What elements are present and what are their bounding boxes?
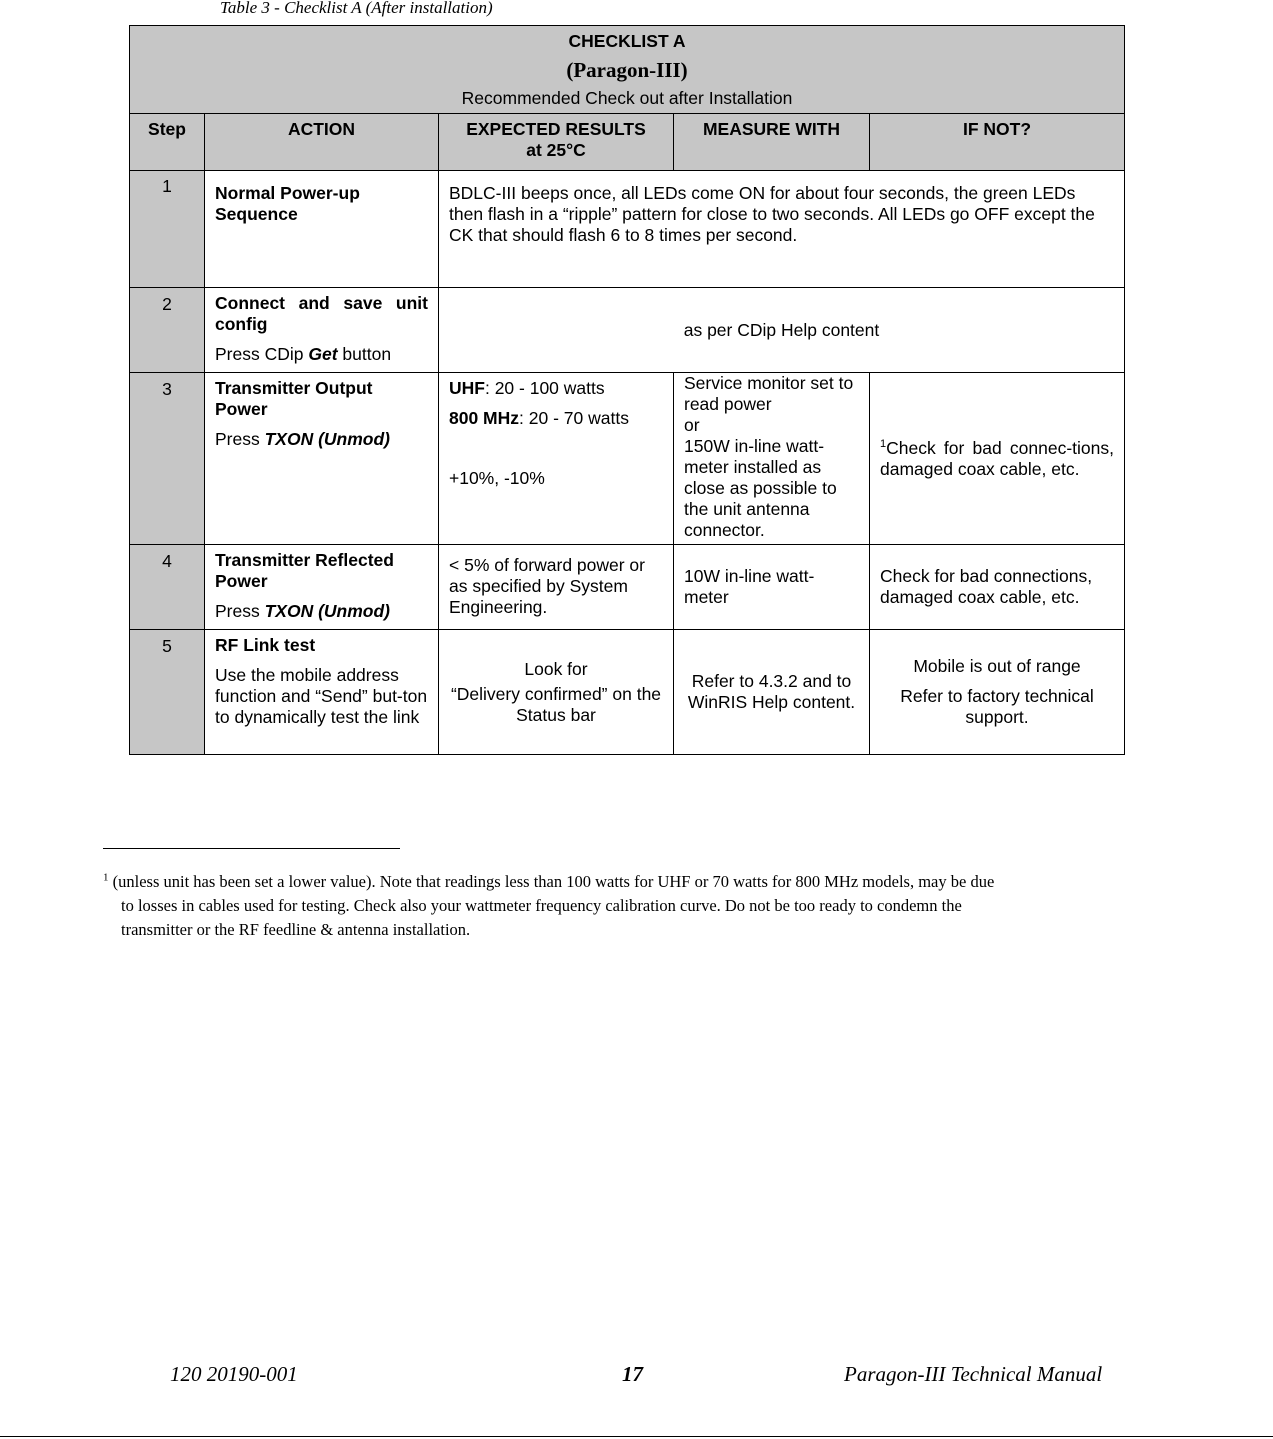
page-bottom-rule <box>0 1436 1273 1437</box>
table-title: CHECKLIST A <box>568 31 686 51</box>
action-title: Transmitter Reflected Power <box>215 550 394 591</box>
footnote-text: (unless unit has been set a lower value). Note that readings less than 100 watts for UHF or 70 watts for 800 MHz models, may be due <box>108 872 995 891</box>
footer-page-number: 17 <box>622 1362 643 1386</box>
action-suffix: button <box>337 344 392 364</box>
action-key: TXON (Unmod) <box>264 429 391 449</box>
action-title: RF Link test <box>215 635 316 655</box>
action-instruction: Use the mobile address function and “Send” but-ton to dynamically test the link <box>215 665 428 727</box>
result-cell <box>439 630 674 755</box>
ifnot-cell <box>870 373 1125 545</box>
header-expected-line2: at 25°C <box>526 140 586 160</box>
measure-cell <box>674 630 870 755</box>
measure-text: Service monitor set to read power or 150W in-line watt-meter installed as close as possible to the unit antenna connector. <box>684 373 854 540</box>
table-row <box>130 288 1125 373</box>
step-number: 3 <box>130 373 205 545</box>
action-cell <box>205 373 439 545</box>
footnote-line3: transmitter or the RF feedline & antenna installation. <box>121 920 471 939</box>
footer-manual-title: Paragon-III Technical Manual <box>844 1362 1103 1386</box>
action-instruction <box>215 344 428 365</box>
measure-cell <box>674 373 870 545</box>
ifnot-cell <box>870 630 1125 755</box>
checklist-table <box>129 25 1125 755</box>
action-instruction <box>215 429 428 450</box>
footnote-line2: to losses in cables used for testing. Check also your wattmeter frequency calibration curve. Do not be too ready to condemn the <box>121 896 962 915</box>
ifnot-text <box>880 438 1114 480</box>
table-header-row <box>130 114 1125 171</box>
result-text: BDLC-III beeps once, all LEDs come ON for about four seconds, the green LEDs then flash in a “ripple” pattern for close to two seconds. All LEDs go OFF except the CK that should flash 6 to 8 times per second. <box>449 183 1095 245</box>
action-cell <box>205 288 439 373</box>
footnote-marker: 1 <box>103 871 109 884</box>
result-text: < 5% of forward power or as specified by System Engineering. <box>449 555 645 617</box>
action-prefix: Press CDip <box>215 344 309 364</box>
uhf-label: UHF <box>449 378 485 398</box>
header-expected-line1: EXPECTED RESULTS <box>466 119 646 139</box>
action-instruction <box>215 601 428 622</box>
mhz-label: 800 MHz <box>449 408 520 428</box>
measure-text: Refer to 4.3.2 and to WinRIS Help content. <box>687 671 856 712</box>
header-action: ACTION <box>205 114 439 171</box>
table-row <box>130 171 1125 288</box>
ifnot-body: Check for bad connec-tions, damaged coax cable, etc. <box>880 437 1115 479</box>
action-prefix: Press <box>215 429 265 449</box>
step-number: 5 <box>130 630 205 755</box>
footnote <box>103 870 1133 942</box>
uhf-value: : 20 - 100 watts <box>484 378 605 398</box>
action-cell <box>205 630 439 755</box>
table-row <box>130 545 1125 630</box>
result-cell <box>439 171 1125 288</box>
measure-cell <box>674 545 870 630</box>
header-expected-results <box>439 114 674 171</box>
footnote-separator <box>103 848 400 849</box>
result-cell <box>439 373 674 545</box>
uhf-result <box>449 378 663 399</box>
step-number: 2 <box>130 288 205 373</box>
action-title: Connect and save unit config <box>215 293 428 334</box>
table-description: Recommended Check out after Installation <box>461 88 793 108</box>
action-key: TXON (Unmod) <box>264 601 391 621</box>
mhz-value: : 20 - 70 watts <box>519 408 629 428</box>
step-number: 1 <box>130 171 205 288</box>
table-caption: Table 3 - Checklist A (After installation) <box>220 0 493 17</box>
tolerance: +10%, -10% <box>449 468 545 488</box>
table-subtitle: (Paragon-III) <box>566 58 688 82</box>
header-measure-with: MEASURE WITH <box>674 114 870 171</box>
footer-doc-number: 120 20190-001 <box>170 1362 298 1386</box>
action-cell <box>205 545 439 630</box>
footnote-line1 <box>103 870 1133 894</box>
footnote-marker: 1 <box>880 437 887 450</box>
action-key: Get <box>308 344 338 364</box>
action-cell <box>205 171 439 288</box>
measure-text: 10W in-line watt-meter <box>684 566 815 607</box>
table-row <box>130 373 1125 545</box>
action-title: Transmitter Output Power <box>215 378 373 419</box>
result-line2: “Delivery confirmed” on the Status bar <box>450 683 662 725</box>
ifnot-line1: Mobile is out of range <box>913 656 1081 676</box>
result-line1: Look for <box>524 658 588 679</box>
mhz-result <box>449 408 663 429</box>
action-title: Normal Power-up Sequence <box>215 183 360 224</box>
table-row <box>130 630 1125 755</box>
step-number: 4 <box>130 545 205 630</box>
result-cell <box>439 288 1125 373</box>
result-text: as per CDip Help content <box>683 319 880 340</box>
ifnot-cell <box>870 545 1125 630</box>
table-title-row <box>130 26 1125 114</box>
header-step: Step <box>130 114 205 171</box>
header-if-not: IF NOT? <box>870 114 1125 171</box>
action-prefix: Press <box>215 601 265 621</box>
ifnot-line2: Refer to factory technical support. <box>900 686 1094 727</box>
ifnot-text: Check for bad connections, damaged coax cable, etc. <box>880 566 1093 607</box>
result-cell <box>439 545 674 630</box>
